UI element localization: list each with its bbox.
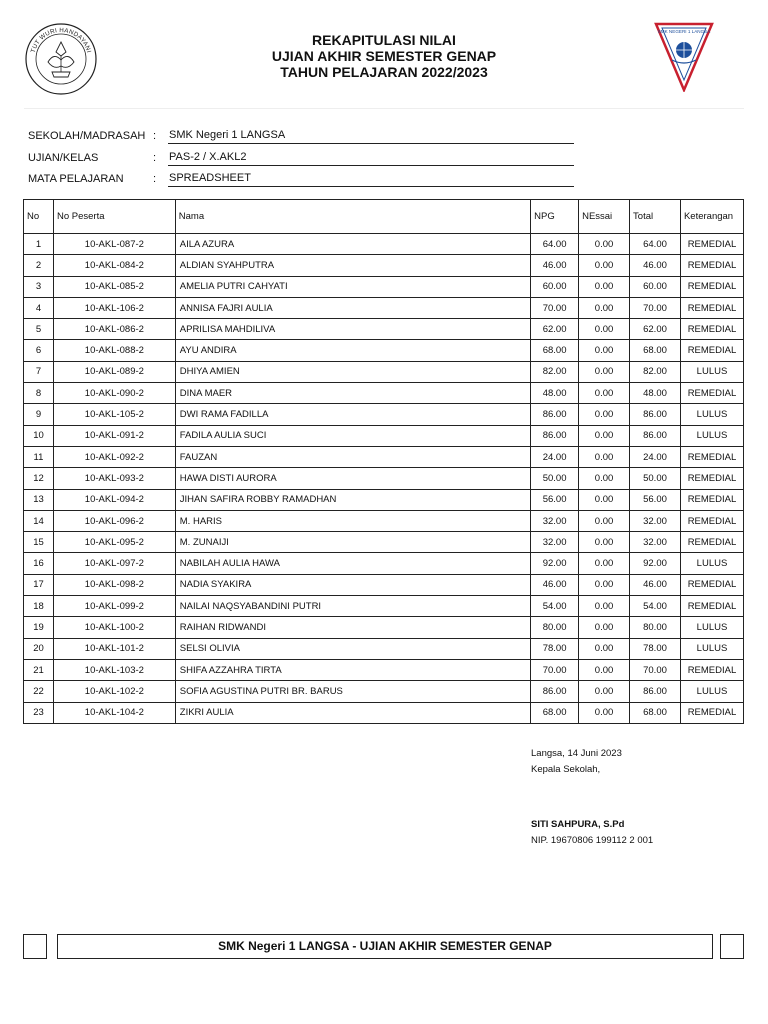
cell-no-peserta: 10-AKL-105-2 [53,404,175,425]
cell-total: 54.00 [630,596,681,617]
column-header-no-peserta: No Peserta [53,200,175,234]
cell-nama: ALDIAN SYAHPUTRA [175,255,530,276]
cell-total: 78.00 [630,638,681,659]
cell-no: 19 [24,617,54,638]
footer-box-right [720,934,744,959]
signature-space [531,778,653,817]
cell-total: 68.00 [630,340,681,361]
exam-value: PAS-2 / X.AKL2 [168,151,574,166]
cell-keterangan: REMEDIAL [680,510,743,531]
cell-total: 86.00 [630,404,681,425]
cell-npg: 48.00 [531,383,579,404]
cell-npg: 24.00 [531,446,579,467]
cell-no-peserta: 10-AKL-084-2 [53,255,175,276]
cell-no: 3 [24,276,54,297]
cell-no: 22 [24,681,54,702]
cell-keterangan: REMEDIAL [680,276,743,297]
cell-no-peserta: 10-AKL-102-2 [53,681,175,702]
title-line-3: TAHUN PELAJARAN 2022/2023 [280,64,488,80]
cell-no-peserta: 10-AKL-096-2 [53,510,175,531]
colon: : [153,130,157,142]
table-row [24,340,744,361]
cell-no: 13 [24,489,54,510]
cell-no-peserta: 10-AKL-085-2 [53,276,175,297]
cell-nama: M. HARIS [175,510,530,531]
cell-nama: NAILAI NAQSYABANDINI PUTRI [175,596,530,617]
cell-nama: DWI RAMA FADILLA [175,404,530,425]
place-date: Langsa, 14 Juni 2023 [531,748,622,759]
header-divider [24,108,744,109]
cell-no-peserta: 10-AKL-098-2 [53,574,175,595]
cell-total: 46.00 [630,574,681,595]
cell-keterangan: LULUS [680,617,743,638]
cell-no: 5 [24,319,54,340]
table-row [24,702,744,723]
cell-nessai: 0.00 [579,574,630,595]
subject-label: MATA PELAJARAN [28,173,124,185]
cell-nessai: 0.00 [579,319,630,340]
column-header-keterangan: Keterangan [680,200,743,234]
svg-text:TUT WURI HANDAYANI: TUT WURI HANDAYANI [29,26,93,54]
table-row [24,297,744,318]
cell-nama: ANNISA FAJRI AULIA [175,297,530,318]
table-row [24,383,744,404]
cell-npg: 70.00 [531,297,579,318]
cell-no-peserta: 10-AKL-089-2 [53,361,175,382]
cell-nessai: 0.00 [579,234,630,255]
school-label: SEKOLAH/MADRASAH [28,130,146,142]
cell-keterangan: REMEDIAL [680,340,743,361]
cell-total: 70.00 [630,659,681,680]
cell-total: 86.00 [630,425,681,446]
cell-nama: NADIA SYAKIRA [175,574,530,595]
cell-nessai: 0.00 [579,489,630,510]
cell-npg: 86.00 [531,425,579,446]
subject-value: SPREADSHEET [168,172,574,187]
cell-nama: SOFIA AGUSTINA PUTRI BR. BARUS [175,681,530,702]
cell-npg: 80.00 [531,617,579,638]
cell-no: 7 [24,361,54,382]
table-row [24,404,744,425]
cell-nama: RAIHAN RIDWANDI [175,617,530,638]
cell-total: 56.00 [630,489,681,510]
cell-nessai: 0.00 [579,340,630,361]
cell-keterangan: LULUS [680,681,743,702]
cell-no: 20 [24,638,54,659]
cell-no: 9 [24,404,54,425]
cell-nama: NABILAH AULIA HAWA [175,553,530,574]
school-value: SMK Negeri 1 LANGSA [168,129,574,144]
cell-nessai: 0.00 [579,383,630,404]
cell-total: 82.00 [630,361,681,382]
cell-nessai: 0.00 [579,255,630,276]
cell-keterangan: REMEDIAL [680,446,743,467]
cell-total: 60.00 [630,276,681,297]
cell-total: 24.00 [630,446,681,467]
cell-no-peserta: 10-AKL-090-2 [53,383,175,404]
cell-npg: 62.00 [531,319,579,340]
tut-wuri-handayani-logo [24,22,98,96]
cell-nessai: 0.00 [579,446,630,467]
cell-keterangan: REMEDIAL [680,234,743,255]
cell-nessai: 0.00 [579,702,630,723]
cell-keterangan: REMEDIAL [680,702,743,723]
cell-no: 2 [24,255,54,276]
cell-npg: 54.00 [531,596,579,617]
cell-nessai: 0.00 [579,638,630,659]
cell-npg: 92.00 [531,553,579,574]
cell-npg: 78.00 [531,638,579,659]
cell-keterangan: REMEDIAL [680,532,743,553]
table-header-row [24,200,744,234]
signer-role: Kepala Sekolah, [531,764,601,775]
table-body [24,234,744,724]
signer-name: SITI SAHPURA, S.Pd [531,819,625,830]
cell-npg: 64.00 [531,234,579,255]
cell-nama: DHIYA AMIEN [175,361,530,382]
cell-keterangan: LULUS [680,638,743,659]
cell-no: 16 [24,553,54,574]
cell-no: 4 [24,297,54,318]
cell-npg: 32.00 [531,532,579,553]
footer-title: SMK Negeri 1 LANGSA - UJIAN AKHIR SEMESTER GENAP [57,934,713,959]
column-header-npg: NPG [531,200,579,234]
column-header-total: Total [630,200,681,234]
cell-total: 48.00 [630,383,681,404]
cell-total: 80.00 [630,617,681,638]
cell-nessai: 0.00 [579,297,630,318]
cell-nessai: 0.00 [579,404,630,425]
cell-no-peserta: 10-AKL-101-2 [53,638,175,659]
cell-no: 12 [24,468,54,489]
table-row [24,468,744,489]
column-header-nama: Nama [175,200,530,234]
signature-block [531,746,653,849]
cell-keterangan: REMEDIAL [680,489,743,510]
report-title [150,32,618,80]
cell-no: 11 [24,446,54,467]
cell-npg: 46.00 [531,255,579,276]
table-row [24,510,744,531]
cell-no-peserta: 10-AKL-097-2 [53,553,175,574]
cell-keterangan: REMEDIAL [680,468,743,489]
table-row [24,234,744,255]
title-line-2: UJIAN AKHIR SEMESTER GENAP [271,48,497,64]
cell-keterangan: REMEDIAL [680,596,743,617]
cell-no-peserta: 10-AKL-087-2 [53,234,175,255]
cell-nessai: 0.00 [579,510,630,531]
cell-nama: AYU ANDIRA [175,340,530,361]
cell-npg: 68.00 [531,340,579,361]
cell-npg: 68.00 [531,702,579,723]
cell-no: 14 [24,510,54,531]
cell-npg: 70.00 [531,659,579,680]
cell-no: 10 [24,425,54,446]
cell-nessai: 0.00 [579,617,630,638]
cell-no: 1 [24,234,54,255]
grades-table [23,199,744,724]
table-row [24,276,744,297]
cell-no: 21 [24,659,54,680]
table-row [24,532,744,553]
cell-nama: M. ZUNAIJI [175,532,530,553]
cell-nama: FADILA AULIA SUCI [175,425,530,446]
column-header-no: No [24,200,54,234]
cell-no-peserta: 10-AKL-093-2 [53,468,175,489]
cell-npg: 46.00 [531,574,579,595]
cell-nama: AMELIA PUTRI CAHYATI [175,276,530,297]
cell-keterangan: LULUS [680,404,743,425]
cell-nama: AILA AZURA [175,234,530,255]
cell-no: 17 [24,574,54,595]
cell-total: 62.00 [630,319,681,340]
table-row [24,596,744,617]
cell-nessai: 0.00 [579,532,630,553]
cell-nessai: 0.00 [579,681,630,702]
cell-no-peserta: 10-AKL-086-2 [53,319,175,340]
table-row [24,361,744,382]
cell-keterangan: LULUS [680,361,743,382]
cell-total: 50.00 [630,468,681,489]
cell-total: 64.00 [630,234,681,255]
cell-npg: 60.00 [531,276,579,297]
cell-nama: DINA MAER [175,383,530,404]
cell-total: 92.00 [630,553,681,574]
cell-total: 68.00 [630,702,681,723]
cell-no-peserta: 10-AKL-094-2 [53,489,175,510]
cell-keterangan: REMEDIAL [680,659,743,680]
cell-keterangan: REMEDIAL [680,319,743,340]
cell-total: 32.00 [630,510,681,531]
cell-no-peserta: 10-AKL-103-2 [53,659,175,680]
cell-npg: 86.00 [531,404,579,425]
cell-nessai: 0.00 [579,276,630,297]
cell-no-peserta: 10-AKL-088-2 [53,340,175,361]
cell-nama: SHIFA AZZAHRA TIRTA [175,659,530,680]
cell-nama: SELSI OLIVIA [175,638,530,659]
cell-keterangan: REMEDIAL [680,297,743,318]
cell-no-peserta: 10-AKL-095-2 [53,532,175,553]
cell-total: 70.00 [630,297,681,318]
cell-keterangan: LULUS [680,553,743,574]
signer-nip: NIP. 19670806 199112 2 001 [531,835,654,846]
exam-label: UJIAN/KELAS [28,151,99,164]
cell-total: 46.00 [630,255,681,276]
column-header-nessai: NEssai [579,200,630,234]
table-row [24,425,744,446]
cell-keterangan: LULUS [680,425,743,446]
cell-nama: APRILISA MAHDILIVA [175,319,530,340]
colon: : [153,151,157,164]
footer-box-left [23,934,47,959]
table-row [24,255,744,276]
cell-nama: JIHAN SAFIRA ROBBY RAMADHAN [175,489,530,510]
cell-npg: 82.00 [531,361,579,382]
cell-no-peserta: 10-AKL-091-2 [53,425,175,446]
cell-no-peserta: 10-AKL-099-2 [53,596,175,617]
cell-no: 8 [24,383,54,404]
cell-no: 15 [24,532,54,553]
cell-keterangan: REMEDIAL [680,574,743,595]
cell-nessai: 0.00 [579,553,630,574]
cell-nessai: 0.00 [579,659,630,680]
title-line-1: REKAPITULASI NILAI [312,32,456,48]
cell-npg: 86.00 [531,681,579,702]
cell-no-peserta: 10-AKL-106-2 [53,297,175,318]
cell-no: 6 [24,340,54,361]
cell-keterangan: REMEDIAL [680,255,743,276]
smk-negeri-1-langsa-logo [654,22,714,92]
cell-total: 86.00 [630,681,681,702]
cell-nessai: 0.00 [579,361,630,382]
cell-no: 23 [24,702,54,723]
table-row [24,681,744,702]
svg-text:SMK NEGERI 1 LANGSA: SMK NEGERI 1 LANGSA [657,29,711,34]
table-row [24,574,744,595]
cell-npg: 56.00 [531,489,579,510]
cell-nama: FAUZAN [175,446,530,467]
table-row [24,319,744,340]
cell-nessai: 0.00 [579,596,630,617]
cell-npg: 32.00 [531,510,579,531]
cell-no-peserta: 10-AKL-092-2 [53,446,175,467]
cell-nessai: 0.00 [579,468,630,489]
cell-nama: HAWA DISTI AURORA [175,468,530,489]
cell-no-peserta: 10-AKL-100-2 [53,617,175,638]
cell-nama: ZIKRI AULIA [175,702,530,723]
cell-no-peserta: 10-AKL-104-2 [53,702,175,723]
colon: : [153,173,157,185]
cell-nessai: 0.00 [579,425,630,446]
table-row [24,446,744,467]
table-row [24,489,744,510]
table-row [24,553,744,574]
cell-total: 32.00 [630,532,681,553]
table-row [24,617,744,638]
table-row [24,638,744,659]
cell-npg: 50.00 [531,468,579,489]
cell-keterangan: REMEDIAL [680,383,743,404]
table-row [24,659,744,680]
cell-no: 18 [24,596,54,617]
